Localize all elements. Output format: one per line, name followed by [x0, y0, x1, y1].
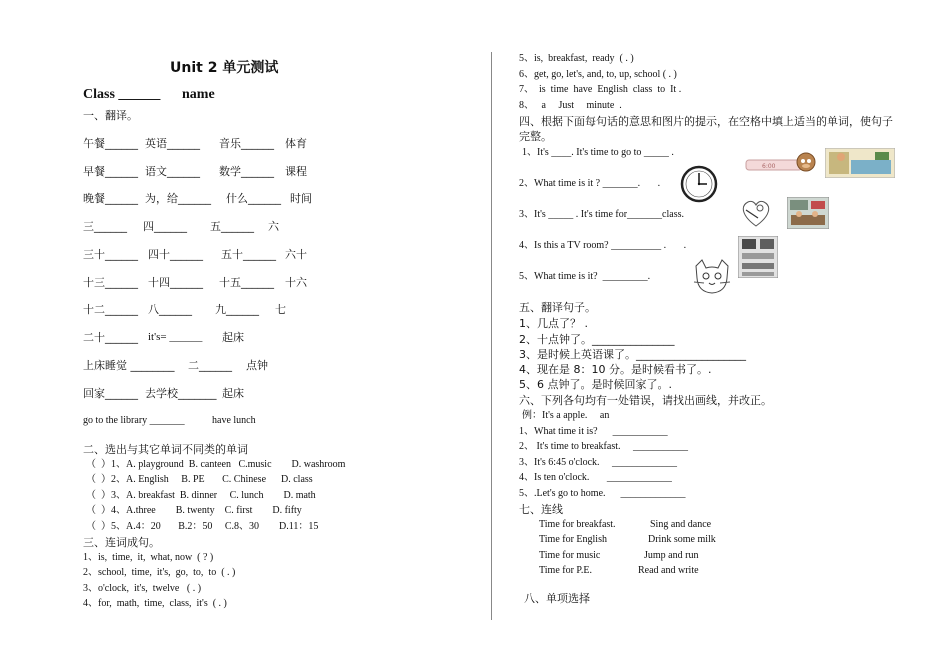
grid-cell: 课程 — [285, 165, 307, 178]
grid-cell: have lunch — [212, 415, 256, 426]
grid-cell: 三十______ — [83, 248, 138, 261]
section-1-title: 一、翻译。 — [83, 109, 138, 122]
correction-item: 3、It's 6:45 o'clock. _____________ — [519, 457, 678, 468]
word-order-item: 5、is, breakfast, ready ( . ) — [519, 53, 634, 64]
grid-cell: 时间 — [290, 192, 312, 205]
section-2-title: 二、选出与其它单词不同类的单词 — [83, 443, 248, 456]
grid-cell: 四十______ — [148, 248, 203, 261]
grid-cell: 四______ — [143, 220, 187, 233]
word-order-item: 3、o'clock, it's, twelve ( . ) — [83, 583, 202, 594]
grid-cell: 晚餐______ — [83, 192, 138, 205]
grid-cell: 九______ — [215, 303, 259, 316]
grid-cell: 起床 — [222, 331, 244, 344]
grid-cell: 上床睡觉 ________ — [83, 359, 175, 372]
grid-cell: 十三______ — [83, 276, 138, 289]
section-8-title: 八、单项选择 — [524, 592, 590, 605]
choice-item: （ ）2、A. English B. PE C. Chinese D. class — [86, 474, 313, 485]
page-title: Unit 2 单元测试 — [170, 60, 279, 76]
grid-cell: 数学______ — [219, 165, 274, 178]
correction-example: 例：It's a apple. an — [522, 410, 610, 421]
grid-cell: 早餐______ — [83, 165, 138, 178]
translate-item: 2、十点钟了。_______________ — [519, 333, 675, 346]
grid-cell: 为，给______ — [145, 192, 211, 205]
translate-item: 3、是时候上英语课了。____________________ — [519, 348, 746, 361]
grid-cell: 七 — [275, 303, 286, 316]
correction-item: 2、 It's time to breakfast. ___________ — [519, 441, 688, 452]
grid-cell: 十五______ — [219, 276, 274, 289]
correction-item: 4、Is ten o'clock. _____________ — [519, 472, 672, 483]
cat-picture — [690, 258, 734, 296]
match-right: Jump and run — [644, 550, 699, 561]
grid-cell: go to the library _______ — [83, 415, 185, 426]
heart-art-picture — [738, 196, 774, 230]
grid-cell: 点钟 — [246, 359, 268, 372]
grid-cell: 三______ — [83, 220, 127, 233]
match-left: Time for English — [539, 534, 607, 545]
fill-in-item: 5、What time is it? _________. — [519, 271, 651, 282]
bedroom-picture — [825, 148, 895, 178]
grid-cell: 八______ — [148, 303, 192, 316]
choice-item: （ ）5、A.4：20 B.2：50 C.8、30 D.11：15 — [86, 521, 319, 532]
section-4-title-cont: 完整。 — [519, 130, 552, 143]
grid-cell: 二十______ — [83, 331, 138, 344]
choice-item: （ ）4、A.three B. twenty C. first D. fifty — [86, 505, 302, 516]
match-left: Time for P.E. — [539, 565, 592, 576]
monkey-bed-picture — [744, 150, 822, 178]
choice-item: （ ）3、A. breakfast B. dinner C. lunch D. math — [86, 490, 316, 501]
grid-cell: it's= ______ — [148, 331, 203, 343]
column-divider — [491, 52, 492, 620]
fill-in-item: 3、It's _____ . It's time for_______class. — [519, 209, 684, 220]
grid-cell: 十四______ — [148, 276, 203, 289]
word-order-item: 1、is, time, it, what, now ( ? ) — [83, 552, 214, 563]
fill-in-item: 4、Is this a TV room? __________ . . — [519, 240, 687, 251]
grid-cell: 体育 — [285, 137, 307, 150]
match-left: Time for music — [539, 550, 601, 561]
grid-cell: 六 — [268, 220, 279, 233]
correction-item: 1、What time it is? ___________ — [519, 426, 668, 437]
match-right: Sing and dance — [650, 519, 712, 530]
svg-text:6:00: 6:00 — [762, 163, 776, 170]
section-7-title: 七、连线 — [519, 503, 563, 516]
correction-item: 5、.Let's go to home. _____________ — [519, 488, 686, 499]
grid-cell: 语文______ — [145, 165, 200, 178]
class-line: Class ______ — [83, 87, 161, 102]
grid-cell: 起床 — [222, 387, 244, 400]
word-order-item: 7、 is time have English class to It . — [519, 84, 682, 95]
grid-cell: 音乐______ — [219, 137, 274, 150]
word-order-item: 8、 a Just minute . — [519, 100, 622, 111]
translate-item: 5、6 点钟了。是时候回家了。. — [519, 378, 672, 391]
word-order-item: 6、get, go, let's, and, to, up, school ( . ) — [519, 69, 677, 80]
match-right: Read and write — [638, 565, 699, 576]
grid-cell: 二______ — [188, 359, 232, 372]
name-label: name — [182, 87, 215, 102]
section-4-title: 四、根据下面每句话的意思和图片的提示，在空格中填上适当的单词，使句子 — [519, 115, 893, 128]
section-6-title: 六、下列各句均有一处错误，请找出画线，并改正。 — [519, 394, 772, 407]
section-3-title: 三、连词成句。 — [83, 536, 160, 549]
grid-cell: 五______ — [210, 220, 254, 233]
grid-cell: 英语______ — [145, 137, 200, 150]
grid-cell: 六十 — [285, 248, 307, 261]
grid-cell: 回家______ — [83, 387, 138, 400]
match-left: Time for breakfast. — [539, 519, 616, 530]
word-order-item: 2、school, time, it's, go, to, to ( . ) — [83, 567, 236, 578]
word-order-item: 4、for, math, time, class, it's ( . ) — [83, 598, 227, 609]
match-right: Drink some milk — [648, 534, 716, 545]
translate-item: 1、几点了？ . — [519, 317, 588, 330]
grid-cell: 五十______ — [221, 248, 276, 261]
grid-cell: 去学校_______ — [145, 387, 217, 400]
fill-in-item: 1、It's ____. It's time to go to _____ . — [522, 147, 674, 158]
choice-item: （ ）1、A. playground B. canteen C.music D. washroom — [86, 459, 346, 470]
grid-cell: 午餐______ — [83, 137, 138, 150]
section-5-title: 五、翻译句子。 — [519, 301, 596, 314]
classroom-picture — [787, 197, 829, 229]
translate-item: 4、现在是 8：10 分。是时候看书了。. — [519, 363, 712, 376]
fill-in-item: 2、What time is it ? _______. . — [519, 178, 661, 189]
clock-picture — [680, 165, 718, 203]
tv-room-picture — [738, 236, 778, 278]
grid-cell: 十六 — [285, 276, 307, 289]
grid-cell: 什么______ — [226, 192, 281, 205]
grid-cell: 十二______ — [83, 303, 138, 316]
